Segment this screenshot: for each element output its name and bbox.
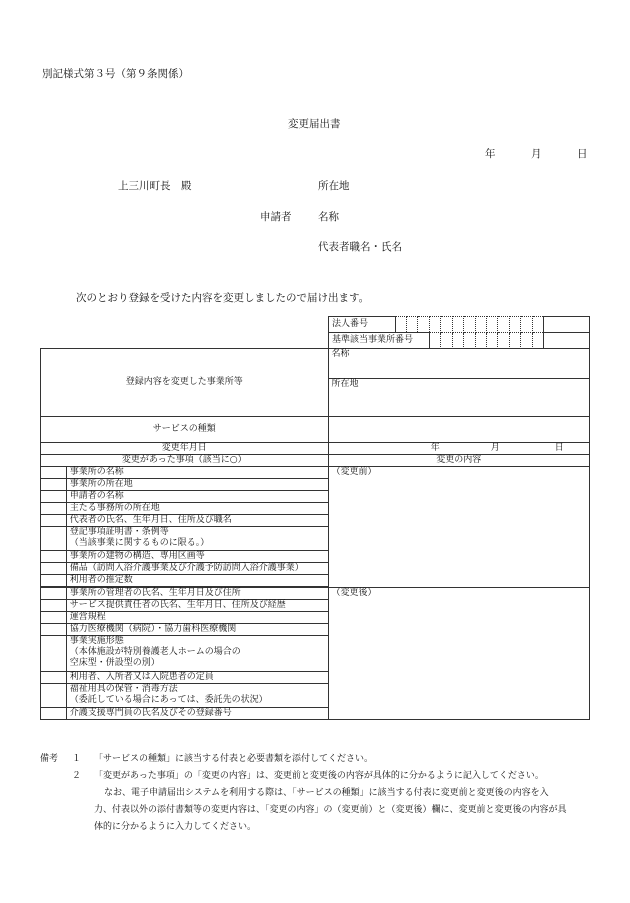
item-label-line: 空床型・併設型の別） — [69, 658, 160, 668]
change-date-year: 年 — [430, 443, 440, 453]
office-number-cell[interactable] — [429, 333, 440, 349]
item-check-cell[interactable] — [41, 575, 67, 587]
content-header: 変更の内容 — [328, 455, 589, 467]
corp-number-cell[interactable] — [452, 317, 463, 333]
item-label — [66, 636, 328, 672]
item-label-line: 福祉用具の保管・消毒方法 — [69, 684, 178, 694]
applicant-representative-label: 代表者職名・氏名 — [318, 241, 402, 253]
page-title: 変更届出書 — [288, 118, 341, 130]
corp-number-cell[interactable] — [418, 317, 429, 333]
office-name-label: 名称 — [331, 349, 350, 359]
office-name-field[interactable] — [328, 349, 589, 379]
office-section-label: 登録内容を変更した事業所等 — [41, 349, 329, 417]
office-number-cell[interactable] — [532, 333, 543, 349]
item-check-cell[interactable] — [41, 563, 67, 575]
note-1-text: 「サービスの種類」に該当する付表と必要書類を添付してください。 — [94, 754, 374, 764]
note-3-line-3: 体的に分かるように入力してください。 — [94, 822, 257, 832]
note-1-number: １ — [72, 754, 82, 764]
item-check-cell[interactable] — [41, 708, 67, 720]
item-check-cell[interactable] — [41, 636, 67, 672]
item-label-line: 登記事項証明書・条例等 — [69, 527, 169, 537]
corp-number-cell[interactable] — [429, 317, 440, 333]
content-after-field[interactable] — [328, 588, 589, 720]
note-2-number: ２ — [72, 771, 82, 781]
item-check-cell[interactable] — [41, 588, 67, 600]
office-number-spacer — [544, 333, 590, 349]
corp-number-cell[interactable] — [441, 317, 452, 333]
corp-number-spacer — [544, 317, 590, 333]
corp-number-cell[interactable] — [532, 317, 543, 333]
corp-number-cell[interactable] — [464, 317, 475, 333]
corp-number-cell[interactable] — [498, 317, 509, 333]
corp-number-label: 法人番号 — [329, 317, 396, 333]
office-number-cell[interactable] — [452, 333, 463, 349]
office-number-cell[interactable] — [441, 333, 452, 349]
corp-number-cell[interactable] — [487, 317, 498, 333]
item-label: 運営規程 — [66, 612, 328, 624]
item-label: 利用者の推定数 — [66, 575, 328, 587]
content-before-field[interactable] — [328, 467, 589, 588]
date-year-label: 年 — [485, 148, 496, 160]
item-label: 事業所の管理者の氏名、生年月日及び住所 — [66, 588, 328, 600]
item-label: 事業所の建物の構造、専用区画等 — [66, 551, 328, 563]
item-check-cell[interactable] — [41, 467, 67, 479]
item-label: 主たる事務所の所在地 — [66, 503, 328, 515]
note-3-line-2: 力、付表以外の添付書類等の変更内容は、「変更の内容」の（変更前）と（変更後）欄に、変更前と変更後の内容が具 — [94, 805, 567, 815]
office-number-cell[interactable] — [487, 333, 498, 349]
item-label: 協力医療機関（病院）・協力歯科医療機関 — [66, 624, 328, 636]
office-number-cell[interactable] — [498, 333, 509, 349]
item-check-cell[interactable] — [41, 479, 67, 491]
item-label-line: （本体施設が特別養護老人ホームの場合の — [69, 647, 241, 657]
corp-number-cell[interactable] — [521, 317, 532, 333]
item-label — [66, 684, 328, 708]
note-2-text: 「変更があった事項」の「変更の内容」は、変更前と変更後の内容が具体的に分かるように記入してください。 — [94, 771, 544, 781]
date-month-label: 月 — [531, 148, 542, 160]
item-check-cell[interactable] — [41, 491, 67, 503]
office-number-label: 基準該当事業所番号 — [329, 333, 430, 349]
main-form-table — [40, 348, 590, 720]
item-label-line: 事業実施形態 — [69, 636, 124, 646]
item-label: 利用者、入所者又は入院患者の定員 — [66, 672, 328, 684]
intro-text: 次のとおり登録を受けた内容を変更しましたので届け出ます。 — [76, 292, 370, 304]
item-label: 介護支援専門員の氏名及びその登録番号 — [66, 708, 328, 720]
item-check-cell[interactable] — [41, 527, 67, 551]
change-date-label: 変更年月日 — [41, 443, 329, 455]
change-date-field[interactable] — [328, 443, 589, 455]
office-number-cell[interactable] — [521, 333, 532, 349]
item-check-cell[interactable] — [41, 672, 67, 684]
applicant-address-label: 所在地 — [318, 180, 350, 192]
change-date-day: 日 — [554, 443, 564, 453]
content-after-label: （変更後） — [331, 588, 377, 598]
item-label: 申請者の名称 — [66, 491, 328, 503]
number-table — [328, 316, 590, 349]
change-date-month: 月 — [490, 443, 500, 453]
office-number-cell[interactable] — [509, 333, 520, 349]
item-check-cell[interactable] — [41, 612, 67, 624]
note-3-line-1: なお、電子申請届出システムを利用する際は、「サービスの種類」に該当する付表に変更前と変更後の内容を入 — [104, 788, 549, 798]
item-label: サービス提供責任者の氏名、生年月日、住所及び経歴 — [66, 600, 328, 612]
recipient: 上三川町長 殿 — [118, 180, 192, 192]
corp-number-cell[interactable] — [395, 317, 406, 333]
office-address-label: 所在地 — [331, 379, 359, 389]
item-label: 事業所の所在地 — [66, 479, 328, 491]
item-label-line: （当該事業に関するものに限る。） — [69, 538, 210, 548]
form-number: 別記様式第３号（第９条関係） — [42, 68, 189, 80]
content-before-label: （変更前） — [331, 467, 377, 477]
item-check-cell[interactable] — [41, 503, 67, 515]
item-label: 備品（訪問入浴介護事業及び介護予防訪問入浴介護事業） — [66, 563, 328, 575]
applicant-name-label: 名称 — [318, 211, 339, 223]
item-check-cell[interactable] — [41, 551, 67, 563]
applicant-label: 申請者 — [260, 211, 292, 223]
office-address-field[interactable] — [328, 379, 589, 417]
item-label: 代表者の氏名、生年月日、住所及び職名 — [66, 515, 328, 527]
date-day-label: 日 — [577, 148, 588, 160]
service-type-field[interactable] — [328, 417, 589, 443]
item-check-cell[interactable] — [41, 624, 67, 636]
item-label — [66, 527, 328, 551]
items-header: 変更があった事項（該当に○） — [41, 455, 329, 467]
corp-number-cell[interactable] — [475, 317, 486, 333]
corp-number-cell[interactable] — [509, 317, 520, 333]
item-check-cell[interactable] — [41, 515, 67, 527]
corp-number-cell[interactable] — [406, 317, 417, 333]
item-check-cell[interactable] — [41, 600, 67, 612]
item-check-cell[interactable] — [41, 684, 67, 708]
service-type-label: サービスの種類 — [41, 417, 329, 443]
office-number-cell[interactable] — [464, 333, 475, 349]
notes-label: 備考 — [40, 754, 59, 764]
office-number-cell[interactable] — [475, 333, 486, 349]
item-label-line: （委託している場合にあっては、委託先の状況） — [69, 695, 268, 705]
item-label: 事業所の名称 — [66, 467, 328, 479]
